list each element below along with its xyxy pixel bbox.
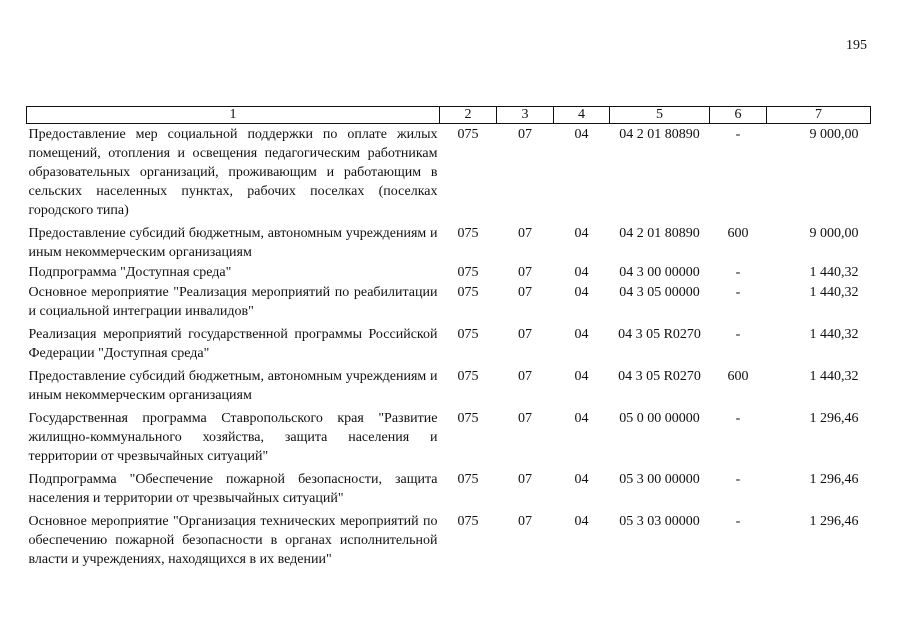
row-code-target: 04 2 01 80890 — [619, 127, 700, 142]
row-code-target: 04 3 05 00000 — [619, 285, 700, 300]
row-code-ministry: 075 — [457, 226, 479, 241]
row-code-subsection: 04 — [574, 127, 589, 142]
row-code-ministry: 075 — [457, 127, 479, 142]
table-row — [27, 363, 871, 405]
row-code-ministry: 075 — [457, 327, 479, 342]
row-amount: 9 000,00 — [809, 127, 859, 142]
row-code-section: 07 — [518, 411, 532, 426]
row-code-expense-type: - — [735, 514, 741, 529]
row-code-target: 05 0 00 00000 — [619, 411, 700, 426]
row-amount: 1 440,32 — [809, 285, 859, 300]
table-row — [27, 262, 871, 282]
row-amount: 1 296,46 — [809, 411, 859, 426]
row-amount: 1 296,46 — [809, 472, 859, 487]
row-code-subsection: 04 — [574, 285, 589, 300]
row-code-ministry: 075 — [457, 472, 479, 487]
row-code-expense-type: - — [735, 472, 741, 487]
row-code-target: 04 3 00 00000 — [619, 265, 700, 280]
table-row — [27, 220, 871, 262]
table-row — [27, 466, 871, 508]
row-code-expense-type: - — [735, 127, 741, 142]
row-description: Предоставление мер социальной поддержки по оплате жилых помещений, отопления и освещения педагогическим работникам образовательных организаций, проживающим и работающим в сельских населенных пунктах, рабочих поселках (поселках городского типа) — [28, 127, 438, 218]
row-description: Реализация мероприятий государственной программы Российской Федерации "Доступная среда" — [28, 327, 438, 361]
row-code-section: 07 — [518, 226, 532, 241]
row-code-ministry: 075 — [457, 285, 479, 300]
row-amount: 1 296,46 — [809, 514, 859, 529]
row-code-subsection: 04 — [574, 472, 589, 487]
row-amount: 9 000,00 — [809, 226, 859, 241]
row-code-section: 07 — [518, 285, 532, 300]
row-description: Предоставление субсидий бюджетным, автономным учреждениям и иным некоммерческим организациям — [28, 369, 438, 403]
row-code-target: 04 3 05 R0270 — [618, 327, 701, 342]
row-code-subsection: 04 — [574, 226, 589, 241]
row-description: Предоставление субсидий бюджетным, автономным учреждениям и иным некоммерческим организациям — [28, 226, 438, 260]
row-amount: 1 440,32 — [809, 265, 859, 280]
row-code-ministry: 075 — [457, 514, 479, 529]
table-row — [27, 282, 871, 321]
row-code-target: 05 3 03 00000 — [619, 514, 700, 529]
table-row — [27, 124, 871, 221]
column-header-5: 5 — [610, 107, 710, 124]
row-description: Основное мероприятие "Реализация мероприятий по реабилитации и социальной интеграции инвалидов" — [28, 285, 438, 319]
row-code-subsection: 04 — [574, 369, 589, 384]
column-header-4: 4 — [554, 107, 610, 124]
row-amount: 1 440,32 — [809, 369, 859, 384]
row-code-section: 07 — [518, 127, 532, 142]
row-code-expense-type: - — [735, 411, 741, 426]
row-description: Подпрограмма "Обеспечение пожарной безопасности, защита населения и территории от чрезвычайных ситуаций" — [28, 472, 438, 506]
row-code-subsection: 04 — [574, 265, 589, 280]
row-description: Подпрограмма "Доступная среда" — [28, 265, 232, 280]
row-description: Государственная программа Ставропольского края "Развитие жилищно-коммунального хозяйства, защита населения и территории от чрезвычайных ситуаций" — [28, 411, 438, 464]
row-amount: 1 440,32 — [809, 327, 859, 342]
table-body — [27, 124, 871, 570]
table-row — [27, 321, 871, 363]
header-row — [27, 107, 871, 124]
row-code-subsection: 04 — [574, 514, 589, 529]
row-code-subsection: 04 — [574, 327, 589, 342]
column-header-2: 2 — [440, 107, 497, 124]
row-code-ministry: 075 — [457, 369, 479, 384]
row-code-section: 07 — [518, 514, 532, 529]
row-code-section: 07 — [518, 327, 532, 342]
table-row — [27, 508, 871, 569]
row-code-expense-type: - — [735, 327, 741, 342]
column-header-1: 1 — [27, 107, 440, 124]
row-code-target: 05 3 00 00000 — [619, 472, 700, 487]
budget-table — [26, 106, 871, 569]
table-header — [27, 107, 871, 124]
column-header-7: 7 — [767, 107, 871, 124]
row-code-ministry: 075 — [457, 411, 479, 426]
table-row — [27, 405, 871, 466]
column-header-3: 3 — [497, 107, 554, 124]
row-code-expense-type: - — [735, 285, 741, 300]
row-code-expense-type: 600 — [727, 369, 749, 384]
row-description: Основное мероприятие "Организация технических мероприятий по обеспечению пожарной безопасности в органах исполнительной власти и учреждениях, находящихся в их ведении" — [28, 514, 438, 567]
row-code-expense-type: 600 — [727, 226, 749, 241]
page-number: 195 — [846, 38, 867, 53]
row-code-section: 07 — [518, 369, 532, 384]
row-code-ministry: 075 — [457, 265, 479, 280]
row-code-section: 07 — [518, 265, 532, 280]
row-code-target: 04 3 05 R0270 — [618, 369, 701, 384]
row-code-expense-type: - — [735, 265, 741, 280]
row-code-subsection: 04 — [574, 411, 589, 426]
row-code-section: 07 — [518, 472, 532, 487]
column-header-6: 6 — [710, 107, 767, 124]
row-code-target: 04 2 01 80890 — [619, 226, 700, 241]
